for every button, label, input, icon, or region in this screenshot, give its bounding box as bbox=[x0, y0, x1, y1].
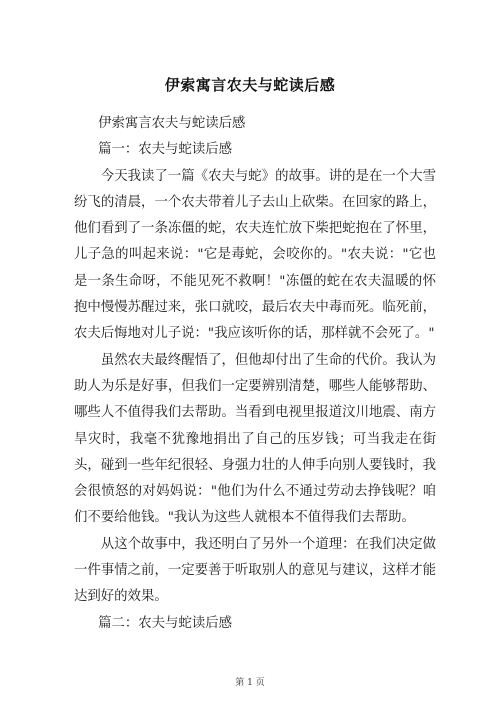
page-number: 第 1 页 bbox=[235, 678, 265, 688]
document-subtitle: 伊索寓言农夫与蛇读后感 bbox=[98, 116, 246, 131]
body-paragraph-1: 今天我读了一篇《农夫与蛇》的故事。讲的是在一个大雪纷飞的清晨，一个农夫带着儿子去山上砍柴。在回家的路上，他们看到了一条冻僵的蛇，农夫连忙放下柴把蛇抱在了怀里，儿子急的叫起来说："它是毒蛇，会咬你的。"农夫说："它也是一条生命呀，不能见死不救啊！"冻僵的蛇在农夫温暖的怀抱中慢慢苏醒过来，张口就咬，最后农夫中毒而死。临死前，农夫后悔地对儿子说："我应该听你的话，那样就不会死了。" bbox=[74, 168, 436, 342]
body-paragraph-3: 从这个故事中，我还明白了另外一个道理：在我们决定做一件事情之前，一定要善于听取别人的意见与建议，这样才能达到好的效果。 bbox=[74, 536, 436, 605]
section-heading-one: 篇一：农夫与蛇读后感 bbox=[98, 142, 233, 158]
document-title: 伊索寓言农夫与蛇读后感 bbox=[164, 76, 336, 94]
section-heading-two: 篇二：农夫与蛇读后感 bbox=[98, 615, 233, 631]
body-paragraph-2: 虽然农夫最终醒悟了，但他却付出了生命的代价。我认为助人为乐是好事，但我们一定要辨别清楚，哪些人能够帮助、哪些人不值得我们去帮助。当看到电视里报道汶川地震、南方旱灾时，我毫不犹豫地捐出了自己的压岁钱；可当我走在街头，碰到一些年纪很轻、身强力壮的人伸手向别人要钱时，我会很愤怒的对妈妈说："他们为什么不通过劳动去挣钱呢？咱们不要给他钱。"我认为这些人就根本不值得我们去帮助。 bbox=[74, 352, 436, 526]
document-body bbox=[74, 111, 436, 637]
